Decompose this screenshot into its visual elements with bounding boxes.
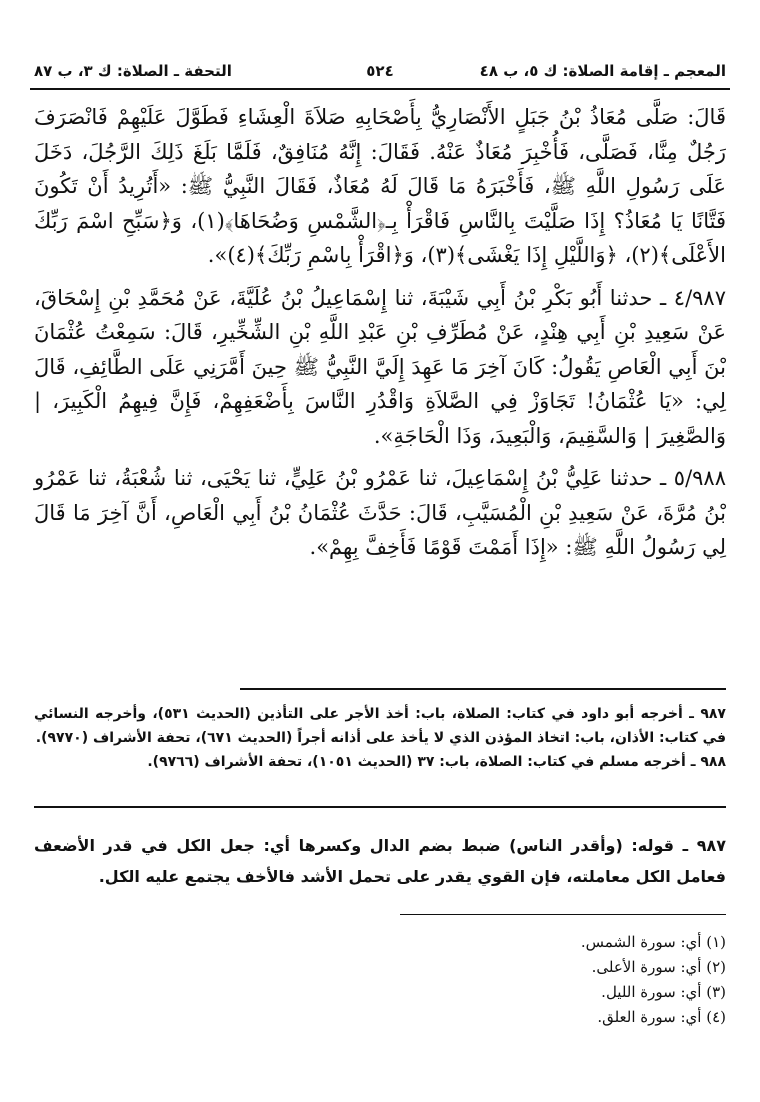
footnote-988: ٩٨٨ ـ أخرجه مسلم في كتاب: الصلاة، باب: ٣٧ (الحديث ١٠٥١)، تحفة الأشراف (٩٧٦٦). (147, 754, 726, 770)
takhrij-footnotes (34, 702, 726, 774)
reference-item: (٢) أي: سورة الأعلى. (591, 958, 726, 976)
page-number: ٥٢٤ (366, 62, 394, 80)
surah-references (34, 930, 726, 1030)
reference-item: (١) أي: سورة الشمس. (580, 933, 726, 951)
header-book-reference: المعجم ـ إقامة الصلاة: ك ٥، ب ٤٨ (479, 62, 726, 80)
reference-item: (٤) أي: سورة العلق. (597, 1008, 726, 1026)
page-header (34, 58, 726, 86)
header-divider (30, 88, 730, 90)
footnote-987: ٩٨٧ ـ أخرجه أبو داود في كتاب: الصلاة، باب: أخذ الأجر على التأذين (الحديث ٥٣١)، وأخرجه النسائي في كتاب: الأذان، باب: اتخاذ المؤذن الذي لا يأخذ على أذانه أجراً (الحديث ٦٧١)، تحفة الأشراف (٩٧٧٠). (34, 706, 726, 746)
hadith-paragraph-987: ٤/٩٨٧ ـ حدثنا أَبُو بَكْرِ بْنُ أَبِي شَيْبَةَ، ثنا إِسْمَاعِيلُ بْنُ عُلَيَّةَ، عَنْ مُحَمَّدِ بْنِ إِسْحَاقَ، عَنْ سَعِيدِ بْنِ أَبِي هِنْدٍ، عَنْ مُطَرِّفِ بْنِ عَبْدِ اللَّهِ بْنِ الشِّخِّيرِ، قَالَ: سَمِعْتُ عُثْمَانَ بْنَ أَبِي الْعَاصِ يَقُولُ: كَانَ آخِرَ مَا عَهِدَ إِلَيَّ النَّبِيُّ ﷺ حِينَ أَمَّرَنِي عَلَى الطَّائِفِ، قَالَ لِي: «يَا عُثْمَانُ! تَجَاوَزْ فِي الصَّلاَةِ وَاقْدُرِ النَّاسَ بِأَضْعَفِهِمْ، فَإِنَّ فِيهِمُ الْكَبِيرَ، | وَالصَّغِيرَ | وَالسَّقِيمَ، وَالْبَعِيدَ، وَذَا الْحَاجَةِ». (34, 285, 726, 448)
hadith-paragraph-muadh: قَالَ: صَلَّى مُعَاذُ بْنُ جَبَلٍ الأَنْصَارِيُّ بِأَصْحَابِهِ صَلاَةَ الْعِشَاءِ فَطَوَّلَ عَلَيْهِمْ فَانْصَرَفَ رَجُلٌ مِنَّا، فَصَلَّى، فَأُخْبِرَ مُعَاذٌ عَنْهُ. فَقَالَ: إِنَّهُ مُنَافِقٌ، فَلَمَّا بَلَغَ ذَلِكَ الرَّجُلَ، دَخَلَ عَلَى رَسُولِ اللَّهِ ﷺ، فَأَخْبَرَهُ مَا قَالَ لَهُ مُعَاذٌ، فَقَالَ النَّبِيُّ ﷺ: «أَتُرِيدُ أَنْ تَكُونَ فَتَّانًا يَا مُعَاذُ؟ إِذَا صَلَّيْتَ بِالنَّاسِ فَاقْرَأْ بِـ﴿الشَّمْسِ وَضُحَاهَا﴾(١)، وَ﴿سَبِّحِ اسْمَ رَبِّكَ الأَعْلَى﴾(٢)، ﴿وَاللَّيْلِ إِذَا يَغْشَى﴾(٣)، وَ﴿اقْرَأْ بِاسْمِ رَبِّكَ﴾(٤)». (34, 105, 726, 267)
commentary-987: ٩٨٧ ـ قوله: (وأقدر الناس) ضبط بضم الدال وكسرها أي: جعل الكل في قدر الأضعف فعامل الكل معاملته، فإن القوي يقدر على تحمل الأشد فالأخف يجتمع عليه الكل. (34, 836, 726, 886)
reference-item: (٣) أي: سورة الليل. (601, 983, 726, 1001)
commentary-block (34, 830, 726, 892)
references-divider (400, 914, 726, 915)
header-tuhfa-reference: التحفة ـ الصلاة: ك ٣، ب ٨٧ (34, 62, 232, 80)
footnote-divider (240, 688, 726, 690)
commentary-divider (34, 806, 726, 808)
hadith-paragraph-988: ٥/٩٨٨ ـ حدثنا عَلِيُّ بْنُ إِسْمَاعِيلَ، ثنا عَمْرُو بْنُ عَلِيٍّ، ثنا يَحْيَى، ثنا شُعْبَةُ، ثنا عَمْرُو بْنُ مُرَّةَ، عَنْ سَعِيدِ بْنِ الْمُسَيَّبِ، قَالَ: حَدَّثَ عُثْمَانُ بْنُ أَبِي الْعَاصِ، أَنَّ آخِرَ مَا قَالَ لِي رَسُولُ اللَّهِ ﷺ: «إِذَا أَمَمْتَ قَوْمًا فَأَخِفَّ بِهِمْ». (34, 466, 726, 559)
hadith-text-block (34, 100, 726, 565)
